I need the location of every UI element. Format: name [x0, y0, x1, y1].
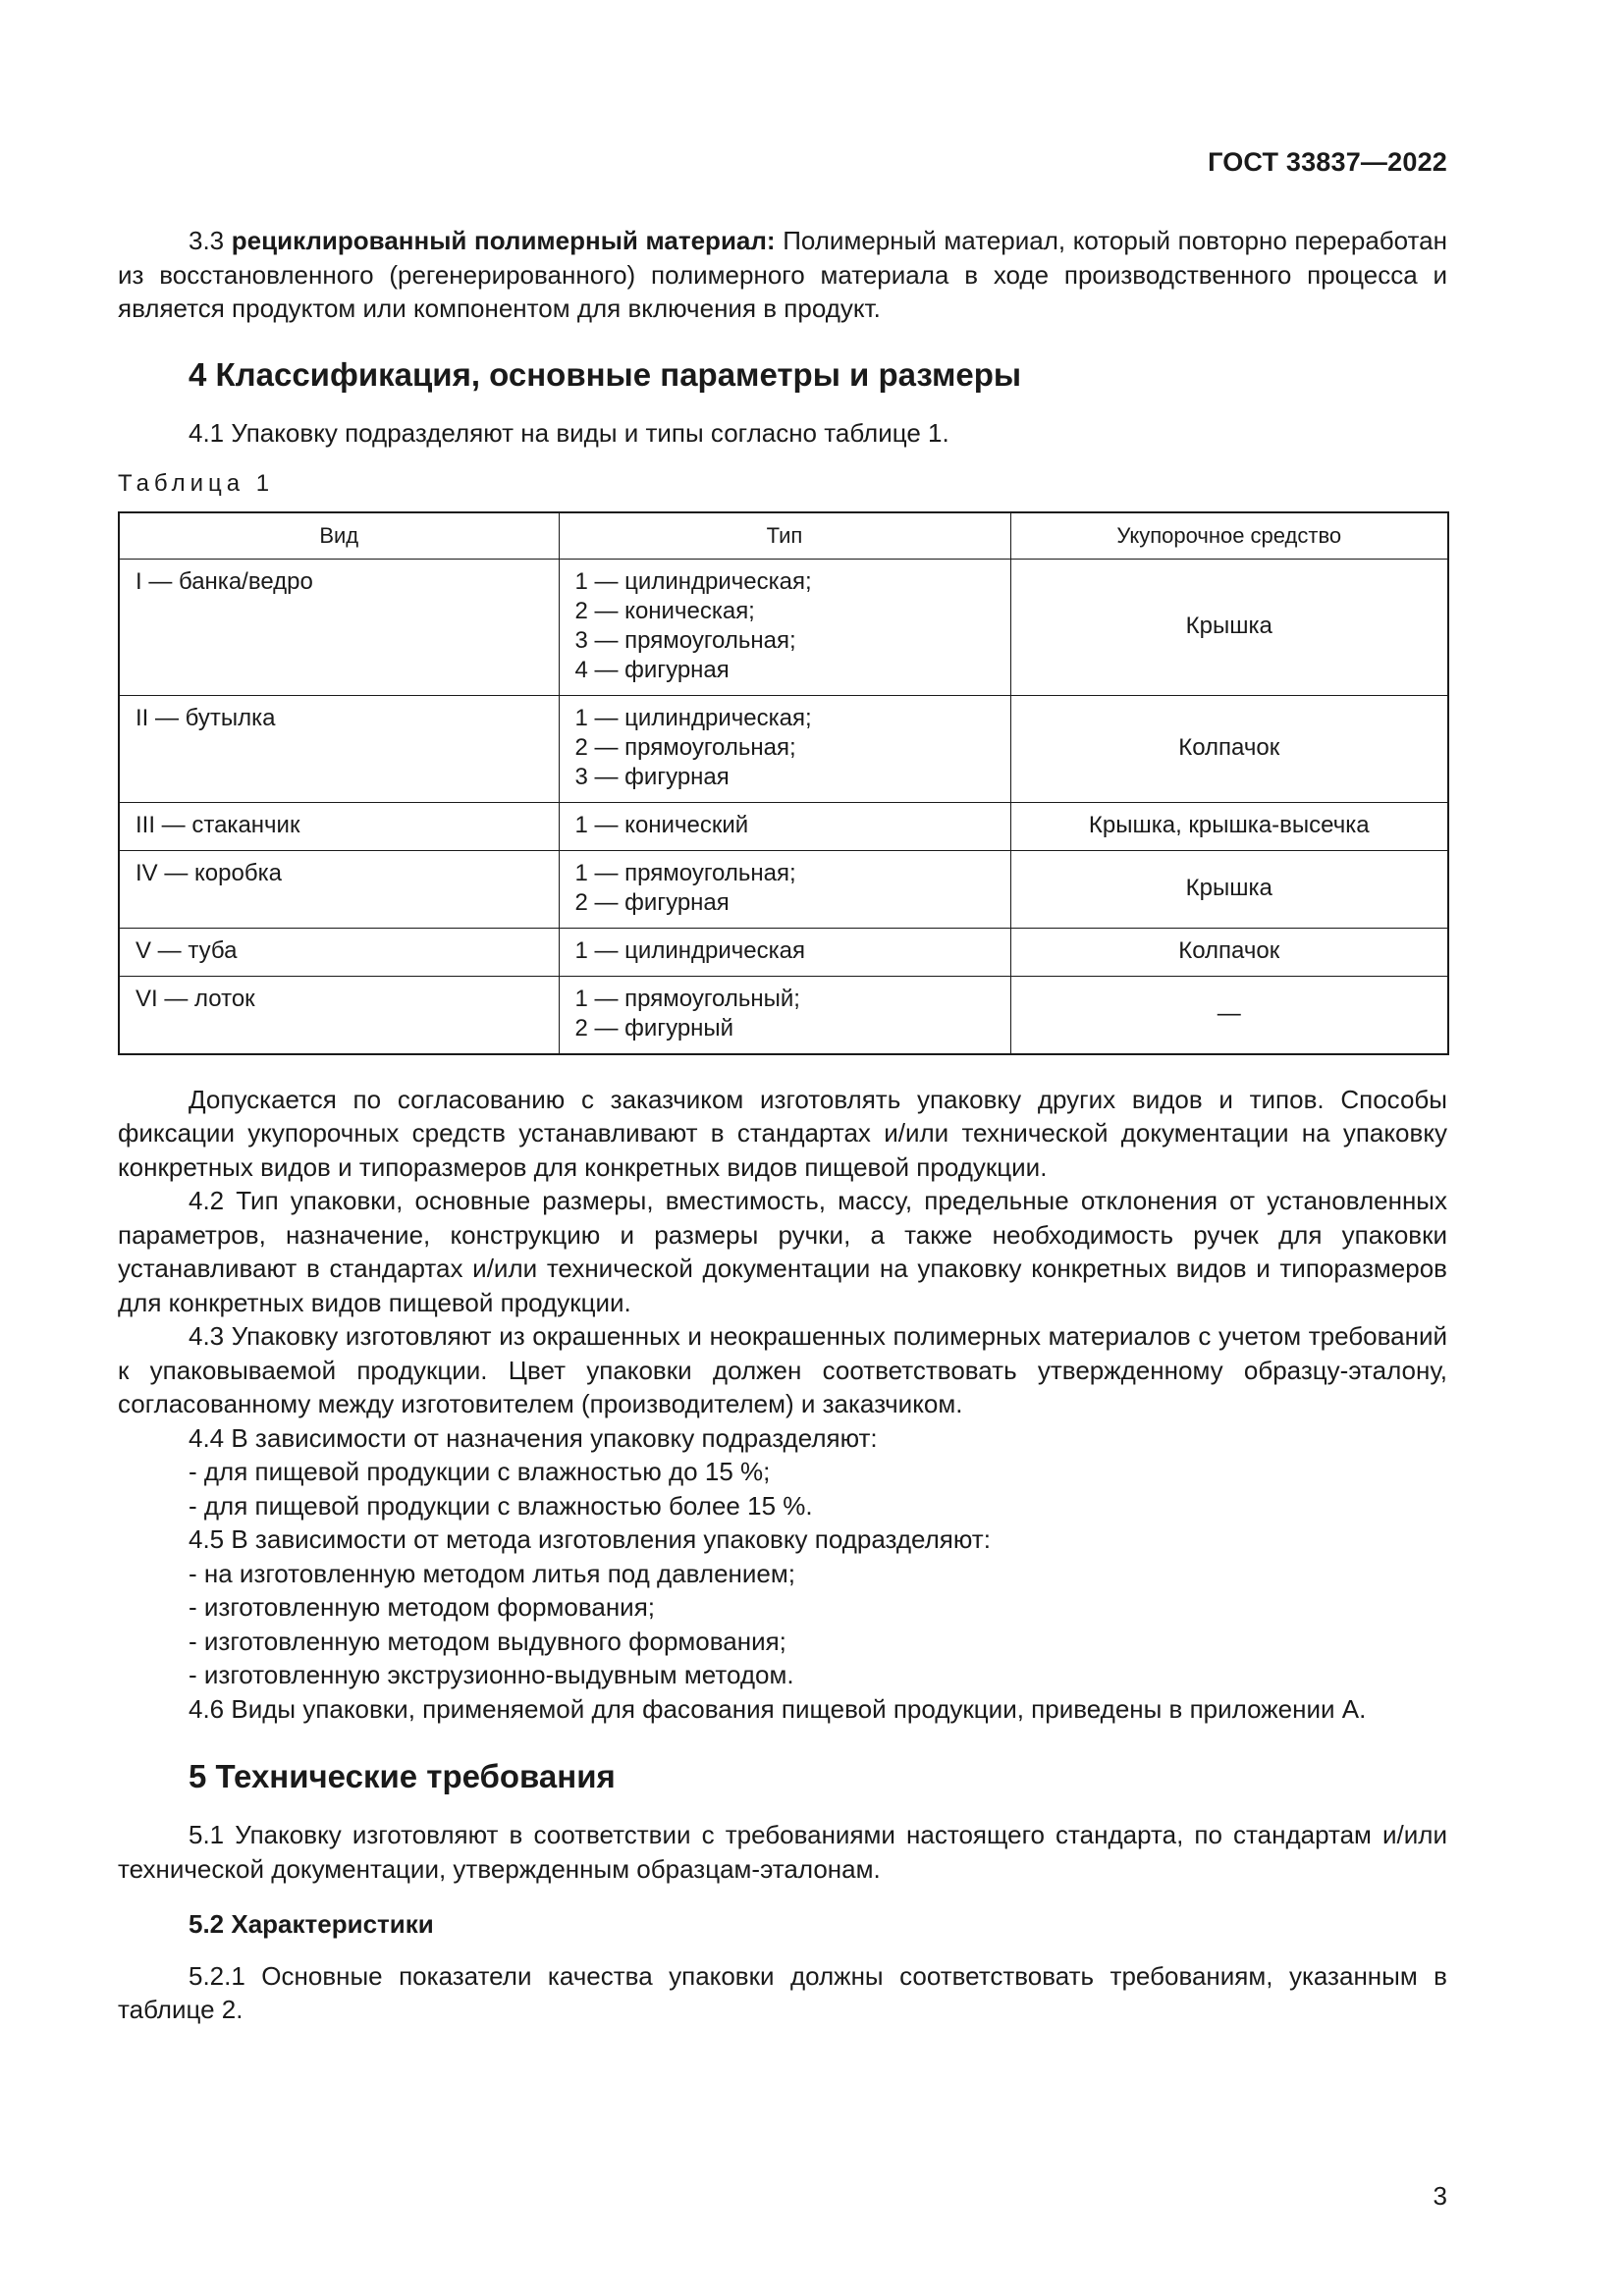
subsection-5-2-heading: 5.2 Характеристики: [189, 1909, 434, 1939]
type-item: 2 — прямоугольная;: [574, 733, 796, 761]
type-item: 4 — фигурная: [574, 656, 730, 683]
type-item: 1 — конический: [574, 811, 749, 838]
page-number: 3: [1433, 2181, 1447, 2211]
table-cell-kind: I — банка/ведро: [119, 559, 559, 695]
table-cell-types: [559, 695, 1010, 802]
list-item: - для пищевой продукции с влажностью более 15 %.: [189, 1490, 813, 1521]
list-item: - на изготовленную методом литья под давлением;: [189, 1558, 795, 1588]
paragraph-5-2-1: 5.2.1 Основные показатели качества упаковки должны соответствовать требованиям, указанным в таблице 2.: [118, 1960, 1447, 2024]
definition-text: Полимерный материал, который повторно переработан из восстановленного (регенерированного) полимерного материала в ходе производственного процесса и является продуктом или компонентом для включения в продукт.: [118, 226, 1447, 323]
table-cell-closure: Крышка: [1010, 850, 1448, 928]
paragraph-number: 3.3: [189, 226, 225, 255]
list-item: - изготовленную методом формования;: [189, 1592, 656, 1622]
paragraph-4-2: 4.2 Тип упаковки, основные размеры, вместимость, массу, предельные отклонения от установленных параметров, назначение, конструкцию и размеры ручки, а также необходимость ручек для упаковки устанавливают в стандартах и/или технической документации на упаковку конкретных видов и типоразмеров для конкретных видов пищевой продукции.: [118, 1186, 1447, 1317]
type-item: 1 — цилиндрическая: [574, 936, 805, 964]
section-5-heading: 5 Технические требования: [189, 1758, 616, 1794]
type-item: 2 — фигурная: [574, 888, 730, 916]
paragraph-3-3: [118, 224, 1447, 326]
paragraph-4-6: 4.6 Виды упаковки, применяемой для фасования пищевой продукции, приведены в приложении А.: [189, 1693, 1367, 1724]
paragraph-5-1: 5.1 Упаковку изготовляют в соответствии с требованиями настоящего стандарта, по стандартам и/или технической документации, утвержденным образцам-эталонам.: [118, 1820, 1447, 1884]
table-caption: Таблица 1: [118, 470, 275, 497]
table-cell-closure: Крышка, крышка-высечка: [1010, 802, 1448, 850]
table-cell-closure: —: [1010, 976, 1448, 1054]
section-4-heading: 4 Классификация, основные параметры и размеры: [189, 355, 1022, 393]
table-header-type: Тип: [559, 512, 1010, 560]
table-header-closure: Укупорочное средство: [1010, 512, 1448, 560]
table-cell-kind: VI — лоток: [119, 976, 559, 1054]
type-item: 1 — прямоугольная;: [574, 859, 796, 886]
type-item: 3 — фигурная: [574, 763, 730, 790]
table-cell-closure: Колпачок: [1010, 695, 1448, 802]
table-row: [119, 976, 1448, 1054]
table-cell-types: [559, 802, 1010, 850]
table-header-kind: Вид: [119, 512, 559, 560]
table-cell-types: [559, 928, 1010, 976]
table-cell-kind: III — стаканчик: [119, 802, 559, 850]
table-cell-kind: IV — коробка: [119, 850, 559, 928]
paragraph-4-5: 4.5 В зависимости от метода изготовления упаковку подразделяют:: [189, 1524, 991, 1554]
list-item: - изготовленную методом выдувного формования;: [189, 1626, 786, 1656]
type-item: 1 — цилиндрическая;: [574, 704, 812, 731]
table-cell-kind: II — бутылка: [119, 695, 559, 802]
table-1: [118, 511, 1449, 1055]
paragraph-4-4: 4.4 В зависимости от назначения упаковку подразделяют:: [189, 1422, 878, 1453]
document-body: [118, 224, 1447, 2027]
table-cell-closure: Колпачок: [1010, 928, 1448, 976]
type-item: 1 — цилиндрическая;: [574, 567, 812, 595]
paragraph-4-1: 4.1 Упаковку подразделяют на виды и типы согласно таблице 1.: [189, 417, 949, 448]
type-item: 2 — фигурный: [574, 1014, 734, 1041]
table-cell-closure: Крышка: [1010, 559, 1448, 695]
term-definition: рециклированный полимерный материал:: [231, 226, 776, 255]
list-item: - для пищевой продукции с влажностью до 15 %;: [189, 1457, 771, 1486]
document-code: ГОСТ 33837—2022: [1208, 147, 1447, 177]
table-cell-types: [559, 559, 1010, 695]
table-cell-types: [559, 850, 1010, 928]
table-row: [119, 802, 1448, 850]
type-item: 1 — прямоугольный;: [574, 985, 800, 1012]
table-cell-types: [559, 976, 1010, 1054]
list-item: - изготовленную экструзионно-выдувным методом.: [189, 1660, 794, 1689]
table-row: [119, 695, 1448, 802]
type-item: 2 — коническая;: [574, 597, 755, 624]
paragraph-4-3: 4.3 Упаковку изготовляют из окрашенных и неокрашенных полимерных материалов с учетом требований к упаковываемой продукции. Цвет упаковки должен соответствовать утвержденному образцу-эталону, согласованному между изготовителем (производителем) и заказчиком.: [118, 1321, 1447, 1418]
paragraph-after-table: Допускается по согласованию с заказчиком изготовлять упаковку других видов и типов. Способы фиксации укупорочных средств устанавливают в стандартах и/или технической документации на упаковку конкретных видов и типоразмеров для конкретных видов пищевой продукции.: [118, 1084, 1447, 1182]
table-cell-kind: V — туба: [119, 928, 559, 976]
table-row: [119, 850, 1448, 928]
table-row: [119, 559, 1448, 695]
type-item: 3 — прямоугольная;: [574, 626, 796, 654]
table-header-row: [119, 512, 1448, 560]
table-row: [119, 928, 1448, 976]
